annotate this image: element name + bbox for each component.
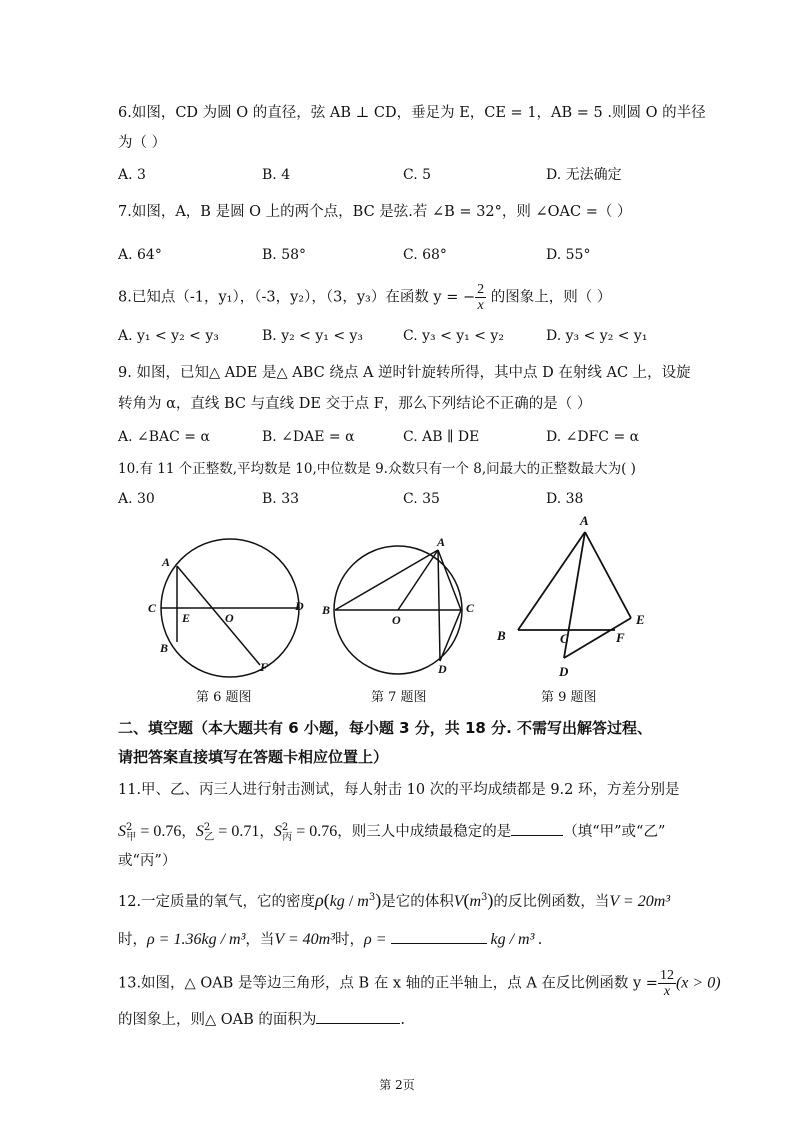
- fig9-label-c: C: [560, 631, 569, 646]
- q12-line2-b: ，当: [245, 932, 275, 948]
- q8-post: 的图象上，则（ ）: [486, 289, 612, 306]
- q11-variance-jia: 0.76: [153, 822, 182, 840]
- fig6-caption: 第 6 题图: [196, 690, 252, 705]
- q9-option-a: A. ∠BAC = α: [118, 429, 210, 445]
- q12-rho1: ρ = 1.36kg / m³: [147, 931, 246, 948]
- fig6-label-o: O: [225, 611, 234, 625]
- q11-variance-bing: 0.76: [309, 822, 338, 840]
- q9-option-c: C. AB ∥ DE: [403, 429, 480, 445]
- q8-pre: 8.已知点（-1，y₁），（-3，y₂），（3，y₃）在函数 y = −: [118, 289, 476, 306]
- q11-line2: $S^2_甲 = 0.76$，$S^2_乙 = 0.71$，$S^2_丙 = 0.76$，则三人中成绩最稳定的是 （填“甲”或“乙”: [118, 822, 666, 843]
- page-number: 第 2页: [379, 1078, 415, 1092]
- q13-line1-post: (x > 0): [675, 974, 721, 992]
- fig7-line-cd: [440, 610, 461, 661]
- q13-frac-num: 12: [659, 968, 674, 983]
- q6-option-b: B. 4: [262, 167, 291, 183]
- q8-frac-den: x: [477, 298, 484, 313]
- q11-line2-post: ，则三人中成绩最稳定的是: [337, 823, 512, 840]
- q12-unit: kg / m³ .: [490, 931, 543, 948]
- fig7-line-ac: [438, 550, 461, 610]
- q13-frac-den: x: [663, 984, 671, 999]
- q12-answer-blank[interactable]: [391, 943, 487, 944]
- q8-option-d: D. y₃ < y₂ < y₁: [546, 328, 648, 344]
- q12-line2-c: 时，: [335, 932, 365, 948]
- q12-line1-pre: 12.一定质量的氧气，它的密度: [118, 893, 316, 910]
- fig9-label-a: A: [580, 513, 589, 528]
- q6-line1: 6.如图，CD 为圆 O 的直径，弦 AB ⊥ CD，垂足为 E，CE = 1，AB = 5 .则圆 O 的半径: [118, 105, 706, 121]
- fig9-line-ab: [518, 532, 585, 630]
- q8-text: [118, 282, 611, 313]
- figure-6: [140, 530, 310, 685]
- q11-answer-blank[interactable]: [511, 835, 563, 836]
- q6-option-d: D. 无法确定: [546, 167, 622, 183]
- q13-line2-pre: 的图象上，则△ OAB 的面积为: [118, 1012, 317, 1028]
- q13-answer-blank[interactable]: [316, 1023, 400, 1024]
- q12-line1-post: 的反比例函数，当: [493, 893, 610, 910]
- q6-line2: 为（ ）: [118, 135, 167, 151]
- q9-line1: 9. 如图，已知△ ADE 是△ ABC 绕点 A 逆时针旋转所得，其中点 D 在射线 AC 上，设旋: [118, 365, 691, 381]
- q7-option-a: A. 64°: [118, 247, 162, 263]
- q8-option-b: B. y₂ < y₁ < y₃: [262, 328, 364, 344]
- q6-option-a: A. 3: [118, 167, 146, 183]
- q13-fraction: [658, 968, 676, 999]
- q11-line3: 或“丙”）: [118, 853, 177, 869]
- q9-option-d: D. ∠DFC = α: [546, 429, 640, 445]
- fig9-label-f: F: [616, 630, 625, 645]
- figure-7: [315, 538, 485, 683]
- fig7-label-b: B: [322, 603, 331, 617]
- q7-option-d: D. 55°: [546, 247, 591, 263]
- q12-line1-mid: 是它的体积: [381, 893, 454, 910]
- q13-line1-pre: 13.如图，△ OAB 是等边三角形，点 B 在 x 轴的正半轴上，点 A 在反比例函数 y =: [118, 975, 658, 992]
- q8-fraction: [475, 282, 486, 313]
- fig6-label-c: C: [148, 601, 157, 615]
- q12-rho2: ρ =: [364, 931, 387, 948]
- q7-option-c: C. 68°: [403, 247, 447, 263]
- q12-line2: [118, 930, 542, 950]
- q11-line1: 11.甲、乙、丙三人进行射击测试，每人射击 10 次的平均成绩都是 9.2 环，方差分别是: [118, 782, 680, 798]
- fig7-line-oa: [398, 550, 438, 610]
- fig9-line-ae: [585, 532, 631, 618]
- fig9-label-e: E: [636, 612, 645, 627]
- q10-option-d: D. 38: [546, 491, 584, 507]
- q9-option-b: B. ∠DAE = α: [262, 429, 355, 445]
- q13-line2-post: .: [400, 1012, 405, 1028]
- fig9-caption: 第 9 题图: [541, 690, 597, 705]
- section2-heading-line1: 二、填空题（本大题共有 6 小题，每小题 3 分，共 18 分. 不需写出解答过程、: [118, 719, 653, 737]
- q10-option-b: B. 33: [262, 491, 300, 507]
- fig7-label-o: O: [392, 613, 401, 627]
- fig7-label-c: C: [466, 601, 475, 615]
- q11-line2-tail: （填“甲”或“乙”: [563, 823, 666, 840]
- fig7-label-d: D: [438, 662, 447, 676]
- q12-v2: V = 40m³: [274, 931, 336, 948]
- q10-text: 10.有 11 个正整数,平均数是 10,中位数是 9.众数只有一个 8,问最大的正整数最大为( ): [118, 461, 636, 477]
- fig6-label-f: F: [260, 660, 269, 674]
- q6-option-c: C. 5: [403, 167, 432, 183]
- q8-option-c: C. y₃ < y₁ < y₂: [403, 328, 504, 344]
- q11-variance-yi: 0.71: [231, 822, 260, 840]
- q8-option-a: A. y₁ < y₂ < y₃: [118, 328, 219, 344]
- q10-option-a: A. 30: [118, 491, 155, 507]
- q12-line1: 12.一定质量的氧气，它的密度$\rho(kg / m^3)$是它的体积$V(m^3)$的反比例函数，当V = 20m³: [118, 889, 671, 910]
- fig7-line-ba: [335, 550, 438, 610]
- fig6-label-a: A: [162, 555, 171, 569]
- fig7-line-ad: [438, 550, 440, 661]
- fig9-label-d: D: [559, 664, 569, 679]
- q10-option-c: C. 35: [403, 491, 440, 507]
- q9-line2: 转角为 α，直线 BC 与直线 DE 交于点 F，那么下列结论不正确的是（ ）: [118, 396, 592, 412]
- q12-line2-a: 时，: [118, 932, 147, 948]
- q8-frac-num: 2: [477, 282, 485, 297]
- fig9-label-b: B: [497, 628, 506, 643]
- fig7-label-a: A: [437, 538, 446, 549]
- fig6-label-b: B: [160, 641, 169, 655]
- fig6-label-d: D: [295, 599, 304, 613]
- q12-v1: V = 20m³: [609, 892, 671, 910]
- fig7-caption: 第 7 题图: [371, 690, 427, 705]
- section2-heading-line2: 请把答案直接填写在答题卡相应位置上）: [118, 748, 389, 766]
- figure-9: [490, 508, 660, 683]
- q7-option-b: B. 58°: [262, 247, 307, 263]
- q7-text: 7.如图，A，B 是圆 O 上的两个点，BC 是弦.若 ∠B = 32°，则 ∠OAC =（ ）: [118, 204, 632, 220]
- q13-line2: [118, 1010, 405, 1030]
- q13-line1: [118, 968, 721, 999]
- fig6-label-e: E: [182, 611, 191, 625]
